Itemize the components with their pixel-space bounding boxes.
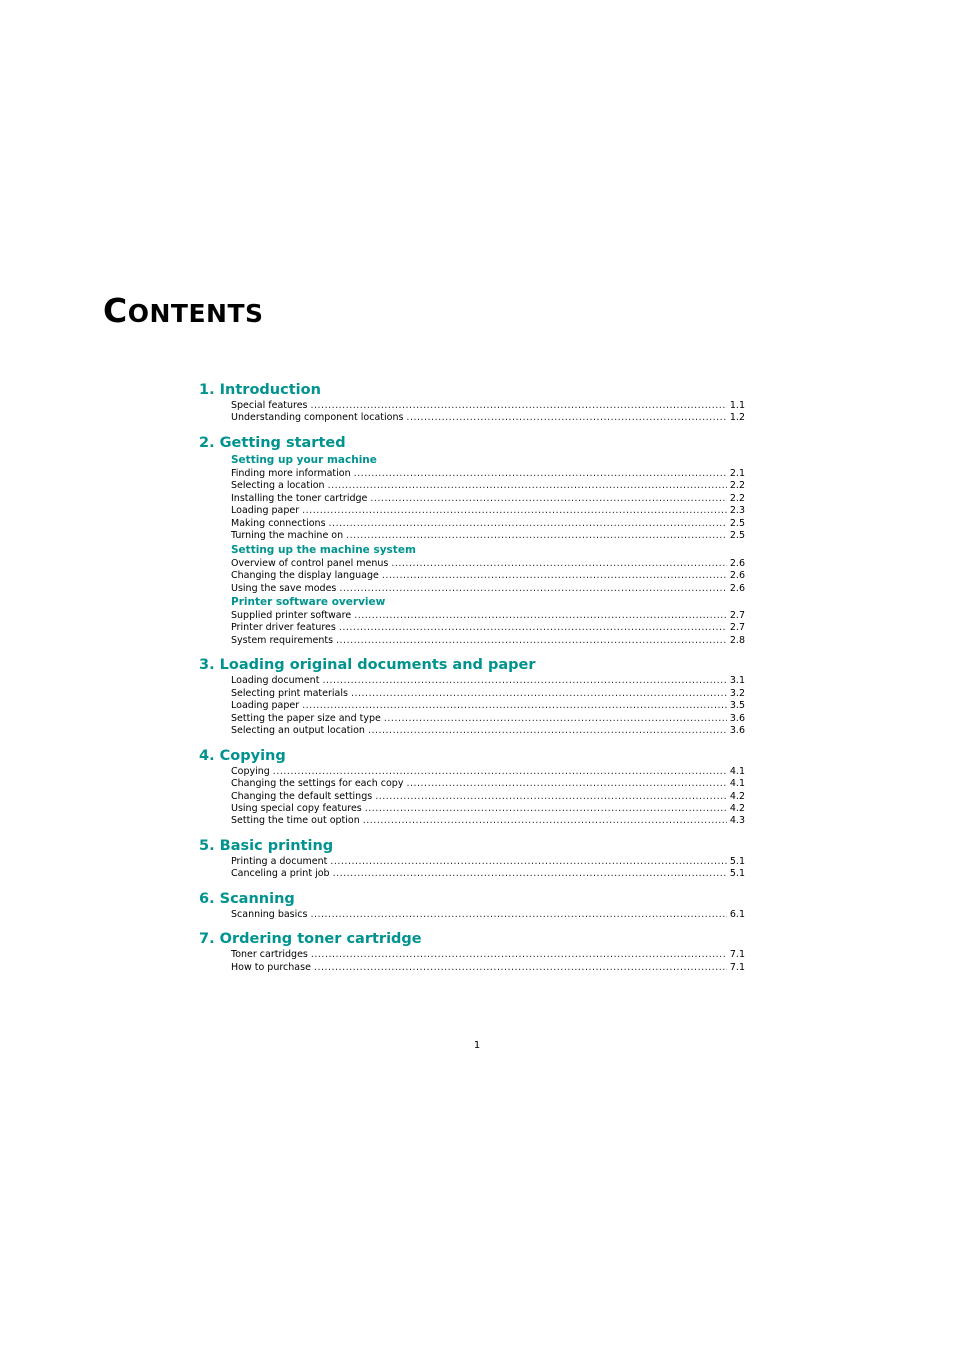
entry-page: 6.1: [729, 908, 745, 920]
toc-chapter: [199, 836, 745, 881]
entry-label: Special features: [231, 400, 308, 411]
entry-page: 4.3: [729, 815, 745, 827]
entry-label: Changing the default settings: [231, 790, 373, 802]
chapter-title[interactable]: 4. Copying: [199, 747, 286, 764]
entry-page: 3.6: [729, 725, 745, 737]
dot-leader: [330, 856, 727, 868]
dot-leader: [328, 480, 727, 492]
toc-chapter: [199, 746, 745, 828]
entry-label: Printing a document: [231, 855, 328, 867]
page-title: [103, 292, 264, 333]
entry-label: Installing the toner cartridge: [231, 492, 368, 504]
toc-entry[interactable]: [231, 400, 745, 412]
toc-entry[interactable]: [231, 778, 745, 790]
chapter-title[interactable]: 1. Introduction: [199, 382, 321, 398]
dot-leader: [302, 505, 727, 517]
toc-entry[interactable]: [231, 766, 745, 778]
toc-entry[interactable]: [231, 803, 745, 815]
dot-leader: [302, 700, 727, 712]
entry-page: 3.2: [729, 687, 745, 699]
page-number: 1: [473, 1040, 481, 1051]
dot-leader: [346, 530, 727, 542]
entry-label: Turning the machine on: [231, 530, 344, 542]
entry-label: Setting the time out option: [231, 815, 360, 827]
entry-label: Setting the paper size and type: [231, 712, 381, 724]
toc-entry[interactable]: [231, 518, 745, 530]
entry-page: 2.1: [729, 467, 745, 479]
entry-label: Finding more information: [231, 467, 351, 479]
dot-leader: [406, 412, 726, 424]
toc-entry[interactable]: [231, 909, 745, 921]
entry-label: Scanning basics: [231, 908, 308, 920]
dot-leader: [375, 791, 727, 803]
entry-label: How to purchase: [231, 961, 311, 973]
entry-label: Using special copy features: [231, 802, 362, 814]
chapter-title[interactable]: 5. Basic printing: [199, 837, 334, 854]
toc-chapter: [199, 380, 745, 425]
dot-leader: [363, 815, 727, 827]
dot-leader: [336, 635, 727, 647]
dot-leader: [310, 909, 726, 921]
toc-entry[interactable]: [231, 713, 745, 725]
dot-leader: [406, 778, 726, 790]
entry-label: Loading paper: [231, 700, 300, 712]
toc-entry[interactable]: [231, 700, 745, 712]
dot-leader: [339, 622, 727, 634]
dot-leader: [322, 675, 726, 687]
dot-leader: [384, 713, 727, 725]
toc-entry[interactable]: [231, 530, 745, 542]
entry-page: 2.6: [729, 582, 745, 594]
toc-entry[interactable]: [231, 868, 745, 880]
entry-page: 2.6: [729, 570, 745, 582]
entry-label: Using the save modes: [231, 582, 337, 594]
section-title[interactable]: Printer software overview: [231, 595, 386, 608]
toc-entry[interactable]: [231, 815, 745, 827]
section-title[interactable]: Setting up your machine: [231, 453, 377, 466]
entry-page: 2.5: [729, 530, 745, 542]
entry-label: Selecting an output location: [231, 725, 365, 737]
entry-label: Overview of control panel menus: [231, 557, 389, 569]
dot-leader: [329, 518, 727, 530]
entry-label: Printer driver features: [231, 622, 336, 634]
toc-entry[interactable]: [231, 856, 745, 868]
toc-chapter: [199, 433, 745, 647]
title-rest: ONTENTS: [127, 299, 264, 328]
toc-entry[interactable]: [231, 725, 745, 737]
entry-page: 4.2: [729, 790, 745, 802]
entry-label: Making connections: [231, 517, 326, 529]
toc-entry[interactable]: [231, 949, 745, 961]
entry-page: 1.1: [729, 400, 745, 411]
toc-entry[interactable]: [231, 480, 745, 492]
entry-page: 2.2: [729, 492, 745, 504]
entry-page: 3.5: [729, 700, 745, 712]
dot-leader: [368, 725, 727, 737]
entry-label: Toner cartridges: [231, 949, 308, 961]
entry-page: 2.8: [729, 634, 745, 646]
chapter-title[interactable]: 6. Scanning: [199, 890, 295, 907]
toc-entry[interactable]: [231, 622, 745, 634]
toc-entry[interactable]: [231, 583, 745, 595]
toc-entry[interactable]: [231, 493, 745, 505]
toc-chapter: [199, 655, 745, 737]
entry-label: Selecting a location: [231, 480, 325, 492]
toc-entry[interactable]: [231, 635, 745, 647]
entry-page: 7.1: [729, 961, 745, 973]
entry-page: 4.2: [729, 802, 745, 814]
chapter-title[interactable]: 2. Getting started: [199, 434, 346, 451]
entry-label: Canceling a print job: [231, 868, 330, 880]
entry-page: 2.7: [729, 609, 745, 621]
entry-page: 2.3: [729, 505, 745, 517]
entry-label: System requirements: [231, 634, 334, 646]
chapter-title[interactable]: 3. Loading original documents and paper: [199, 657, 536, 674]
toc-entry[interactable]: [231, 688, 745, 700]
toc-chapter: [199, 929, 745, 974]
entry-label: Loading paper: [231, 505, 300, 517]
dot-leader: [311, 400, 727, 412]
toc-chapter: [199, 889, 745, 921]
dot-leader: [351, 688, 727, 700]
entry-page: 2.5: [729, 517, 745, 529]
toc-entry[interactable]: [231, 791, 745, 803]
entry-page: 5.1: [729, 855, 745, 867]
entry-label: Loading document: [231, 675, 320, 687]
section-title[interactable]: Setting up the machine system: [231, 543, 416, 556]
toc-entry[interactable]: [231, 412, 745, 424]
dot-leader: [273, 766, 727, 778]
dot-leader: [365, 803, 727, 815]
dot-leader: [339, 583, 727, 595]
toc-entry[interactable]: [231, 558, 745, 570]
entry-page: 2.7: [729, 622, 745, 634]
entry-label: Selecting print materials: [231, 687, 348, 699]
table-of-contents: [199, 380, 745, 982]
entry-page: 5.1: [729, 868, 745, 880]
entry-page: 3.1: [729, 675, 745, 687]
toc-entry[interactable]: [231, 610, 745, 622]
dot-leader: [333, 868, 727, 880]
entry-page: 3.6: [729, 712, 745, 724]
entry-label: Supplied printer software: [231, 609, 352, 621]
dot-leader: [382, 570, 727, 582]
title-initial: C: [103, 291, 128, 330]
toc-entry[interactable]: [231, 468, 745, 480]
entry-label: Changing the settings for each copy: [231, 778, 404, 790]
entry-page: 2.6: [729, 557, 745, 569]
toc-entry[interactable]: [231, 675, 745, 687]
entry-page: 4.1: [729, 778, 745, 790]
dot-leader: [311, 949, 727, 961]
dot-leader: [354, 610, 727, 622]
dot-leader: [370, 493, 727, 505]
entry-page: 7.1: [729, 949, 745, 961]
entry-page: 2.2: [729, 480, 745, 492]
dot-leader: [391, 558, 727, 570]
toc-entry[interactable]: [231, 962, 745, 974]
toc-entry[interactable]: [231, 570, 745, 582]
chapter-title[interactable]: 7. Ordering toner cartridge: [199, 931, 422, 948]
toc-entry[interactable]: [231, 505, 745, 517]
entry-label: Changing the display language: [231, 570, 379, 582]
dot-leader: [314, 962, 727, 974]
entry-page: 4.1: [729, 765, 745, 777]
entry-label: Understanding component locations: [231, 412, 404, 424]
dot-leader: [354, 468, 727, 480]
entry-page: 1.2: [729, 412, 745, 424]
entry-label: Copying: [231, 765, 270, 777]
